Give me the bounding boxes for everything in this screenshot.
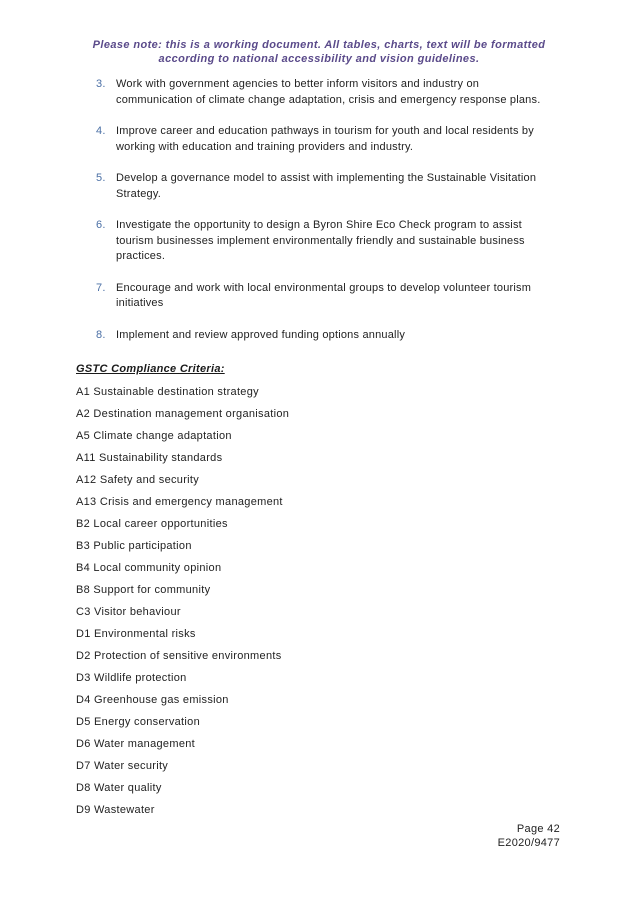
list-item <box>76 77 566 108</box>
list-item-number: 7. <box>96 281 106 294</box>
list-item-text-line: Strategy. <box>116 187 162 200</box>
criteria-item: C3 Visitor behaviour <box>76 606 181 618</box>
criteria-item: B3 Public participation <box>76 540 192 552</box>
list-item-text-line: Develop a governance model to assist with implementing the Sustainable Visitation <box>116 171 537 184</box>
page-number: Page 42 <box>516 823 560 835</box>
list-item <box>76 124 566 155</box>
list-item-text-line: Encourage and work with local environmental groups to develop volunteer tourism <box>116 281 532 294</box>
page-footer <box>498 822 560 850</box>
list-item-text-line: initiatives <box>116 297 164 310</box>
criteria-item: A12 Safety and security <box>76 474 200 486</box>
list-item-number: 5. <box>96 171 106 184</box>
criteria-item: A2 Destination management organisation <box>76 408 290 420</box>
list-item <box>76 171 566 202</box>
criteria-item: B8 Support for community <box>76 584 211 596</box>
criteria-heading: GSTC Compliance Criteria: <box>76 363 225 375</box>
criteria-item: D9 Wastewater <box>76 804 155 816</box>
criteria-item: A11 Sustainability standards <box>76 452 223 464</box>
list-item-text-line: practices. <box>116 250 166 263</box>
list-item-text-line: working with education and training providers and industry. <box>116 140 414 153</box>
criteria-item: D4 Greenhouse gas emission <box>76 694 229 706</box>
criteria-item: A5 Climate change adaptation <box>76 430 232 442</box>
criteria-item: D5 Energy conservation <box>76 716 200 728</box>
note-line-1: Please note: this is a working document. All tables, charts, text will be formatted <box>92 39 546 51</box>
working-document-note <box>0 38 638 66</box>
list-item-text-line: communication of climate change adaptation, crisis and emergency response plans. <box>116 93 541 106</box>
criteria-item: A1 Sustainable destination strategy <box>76 386 259 398</box>
criteria-item: D7 Water security <box>76 760 169 772</box>
list-item-number: 3. <box>96 78 106 90</box>
criteria-item: D6 Water management <box>76 738 196 750</box>
list-item-number: 6. <box>96 218 106 231</box>
list-item-text-line: tourism businesses implement environmentally friendly and sustainable business <box>116 234 525 247</box>
list-item-text-line: Investigate the opportunity to design a Byron Shire Eco Check program to assist <box>116 218 522 231</box>
criteria-item: A13 Crisis and emergency management <box>76 496 283 508</box>
criteria-list <box>76 385 289 825</box>
criteria-item: D3 Wildlife protection <box>76 672 187 684</box>
list-item-number: 8. <box>96 328 106 341</box>
criteria-item: B2 Local career opportunities <box>76 518 228 530</box>
list-item <box>76 281 566 312</box>
list-item <box>76 328 566 344</box>
criteria-item: B4 Local community opinion <box>76 562 222 574</box>
list-item-text-line: Work with government agencies to better inform visitors and industry on <box>116 78 480 90</box>
criteria-item: D1 Environmental risks <box>76 628 196 640</box>
list-item-text-line: Improve career and education pathways in tourism for youth and local residents by <box>116 124 534 137</box>
action-steps-list <box>76 77 566 359</box>
list-item-number: 4. <box>96 124 106 137</box>
document-reference: E2020/9477 <box>497 837 560 849</box>
list-item-text-line: Implement and review approved funding options annually <box>116 328 406 341</box>
criteria-item: D2 Protection of sensitive environments <box>76 650 282 662</box>
note-line-2: according to national accessibility and vision guidelines. <box>158 53 480 65</box>
list-item <box>76 218 566 265</box>
criteria-item: D8 Water quality <box>76 782 162 794</box>
